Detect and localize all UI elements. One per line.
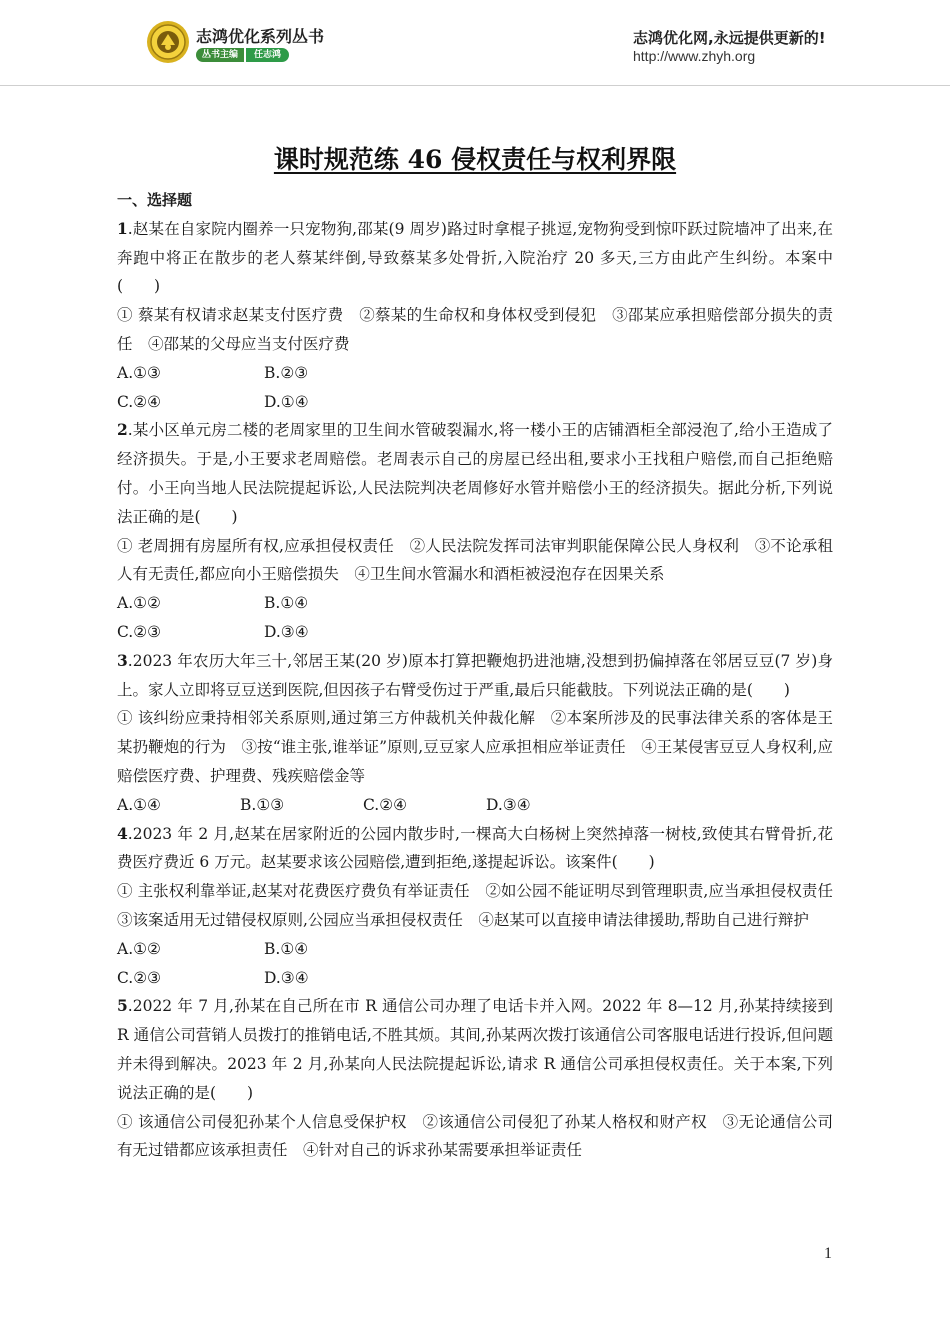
question-text: .2022 年 7 月,孙某在自己所在市 R 通信公司办理了电话卡并入网。2022 年 8—12 月,孙某持续接到 R 通信公司营销人员拨打的推销电话,不胜其烦。其间,孙某两次拨打该通信公司客服电话进行投诉,但问题并未得到解决。2023 年 2 月,孙某向人民法院提起诉讼,请求 R 通信公司承担侵权责任。关于本案,下列说法正确的是( ): [117, 997, 833, 1102]
choice-b: B.②③: [264, 363, 309, 382]
statement-items: ① 该通信公司侵犯孙某个人信息受保护权 ②该通信公司侵犯了孙某人格权和财产权 ③无论通信公司有无过错都应该承担责任 ④针对自己的诉求孙某需要承担举证责任: [117, 1112, 833, 1160]
editor-name: 任志鸿: [246, 48, 289, 62]
choice-row: [117, 964, 833, 993]
choice-d: D.①④: [264, 392, 309, 411]
choice-d: D.③④: [264, 622, 309, 641]
choice-row: [117, 589, 833, 618]
choice-d: D.③④: [264, 968, 309, 987]
choice-a: A.①③: [117, 363, 161, 382]
choice-c: C.②④: [363, 795, 408, 814]
seal-logo-icon: [146, 20, 190, 64]
choice-row: [117, 359, 833, 388]
question-content: [117, 186, 849, 1165]
choice-b: B.①④: [264, 594, 309, 613]
question-number: 1: [117, 218, 128, 238]
page-header: [0, 0, 950, 86]
series-editor: [196, 48, 289, 62]
question-1: [117, 215, 833, 417]
question-stem: [117, 992, 833, 1107]
question-number: 2: [117, 420, 128, 440]
question-number: 3: [117, 650, 128, 670]
statement-items: ① 该纠纷应秉持相邻关系原则,通过第三方仲裁机关仲裁化解 ②本案所涉及的民事法律关系的客体是王某扔鞭炮的行为 ③按“谁主张,谁举证”原则,豆豆家人应承担相应举证责任 ④王某侵害豆豆人身权利,应赔偿医疗费、护理费、残疾赔偿金等: [117, 709, 833, 785]
question-number: 5: [117, 996, 128, 1016]
statement-items: ① 主张权利靠举证,赵某对花费医疗费负有举证责任 ②如公园不能证明尽到管理职责,应当承担侵权责任 ③该案适用无过错侵权原则,公园应当承担侵权责任 ④赵某可以直接申请法律援助,帮助自己进行辩护: [117, 882, 849, 929]
statement-items: ① 老周拥有房屋所有权,应承担侵权责任 ②人民法院发挥司法审判职能保障公民人身权利 ③不论承租人有无责任,都应向小王赔偿损失 ④卫生间水管漏水和酒柜被浸泡存在因果关系: [117, 536, 833, 584]
choice-a: A.①②: [117, 939, 161, 958]
choice-row: [117, 935, 833, 964]
choice-a: A.①②: [117, 594, 161, 613]
question-text: .2023 年 2 月,赵某在居家附近的公园内散步时,一棵高大白杨树上突然掉落一树枝,致使其右臂骨折,花费医疗费近 6 万元。赵某要求该公园赔偿,遭到拒绝,遂提起诉讼。该案件( ): [117, 824, 833, 872]
choice-b: B.①③: [240, 795, 285, 814]
choice-c: C.②③: [117, 968, 162, 987]
question-2: [117, 416, 833, 646]
choice-d: D.③④: [486, 795, 531, 814]
section-heading: 一、选择题: [117, 191, 193, 209]
question-3: [117, 647, 833, 820]
choice-c: C.②④: [117, 392, 162, 411]
header-slogan: 志鸿优化网,永远提供更新的!: [633, 29, 826, 47]
question-text: .2023 年农历大年三十,邻居王某(20 岁)原本打算把鞭炮扔进池塘,没想到扔偏掉落在邻居豆豆(7 岁)身上。家人立即将豆豆送到医院,但因孩子右臂受伤过于严重,最后只能截肢。下列说法正确的是( ): [117, 651, 833, 699]
choice-c: C.②③: [117, 622, 162, 641]
question-stem: [117, 416, 833, 531]
choice-row: [117, 618, 833, 647]
header-url: http://www.zhyh.org: [633, 48, 756, 64]
question-4: [117, 820, 849, 993]
choice-row: [117, 388, 833, 417]
question-stem: [117, 820, 833, 878]
page-number: 1: [824, 1245, 832, 1262]
question-number: 4: [117, 823, 128, 843]
question-stem: [117, 647, 833, 705]
question-text: .某小区单元房二楼的老周家里的卫生间水管破裂漏水,将一楼小王的店铺酒柜全部浸泡了,给小王造成了经济损失。于是,小王要求老周赔偿。老周表示自己的房屋已经出租,要求小王找租户赔偿,而自己拒绝赔付。小王向当地人民法院提起诉讼,人民法院判决老周修好水管并赔偿小王的经济损失。据此分析,下列说法正确的是( ): [117, 421, 833, 526]
page-title-text: 课时规范练 46 侵权责任与权利界限: [273, 145, 677, 174]
choice-b: B.①④: [264, 939, 309, 958]
question-5: [117, 992, 833, 1165]
page-title: [0, 140, 950, 176]
editor-label: 丛书主编: [196, 48, 244, 62]
series-title: 志鸿优化系列丛书: [196, 27, 325, 46]
choice-row: [117, 791, 833, 820]
choice-a: A.①④: [117, 795, 161, 814]
question-stem: [117, 215, 833, 301]
statement-items: ① 蔡某有权请求赵某支付医疗费 ②蔡某的生命权和身体权受到侵犯 ③邵某应承担赔偿部分损失的责任 ④邵某的父母应当支付医疗费: [117, 306, 833, 353]
header-divider: [0, 85, 950, 86]
question-text: .赵某在自家院内圈养一只宠物狗,邵某(9 周岁)路过时拿棍子挑逗,宠物狗受到惊吓跃过院墙冲了出来,在奔跑中将正在散步的老人蔡某绊倒,导致蔡某多处骨折,入院治疗 20 多天,三方由此产生纠纷。本案中( ): [117, 219, 833, 296]
